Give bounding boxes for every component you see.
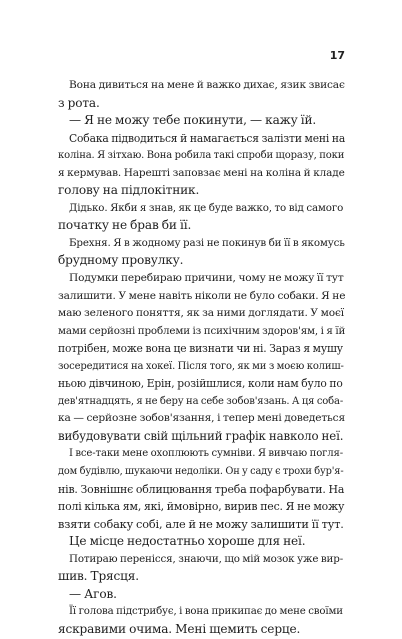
text-line: шив. Трясця. [58, 569, 139, 584]
body-text [58, 77, 345, 639]
text-line: ка — серйозне зобов'язання, і тепер мені доведеться [58, 412, 345, 425]
text-line: маю зеленого поняття, як за ними доглядати. У моєї [58, 307, 344, 320]
text-line: початку не брав би її. [58, 218, 192, 233]
text-line: полі кілька ям, які, ймовірно, вирив пес. Я не можу [58, 500, 345, 514]
text-line: дом будівлю, шукаючи недоліки. Он у саду є трохи бур'я- [58, 466, 344, 478]
text-line: з рота. [58, 95, 100, 110]
text-line: — Я не можу тебе покинути, — кажу їй. [69, 113, 317, 128]
page-number: 17 [329, 49, 345, 62]
text-line: Це місце недостатньо хороше для неї. [69, 534, 306, 549]
text-line: нів. Зовнішнє облицювання треба пофарбувати. На [58, 482, 345, 496]
text-line: Вона дивиться на мене й важко дихає, язик звисає [69, 79, 345, 91]
text-line: потрібен, може вона це визнати чи ні. Зараз я мушу [58, 342, 343, 356]
text-line: коліна. Я зітхаю. Вона робила такі спроби щоразу, поки [58, 150, 345, 162]
text-line: І все-таки мене охоплюють сумніви. Я вивчаю погля- [69, 448, 343, 460]
text-line: Дідько. Якби я знав, як це буде важко, то від самого [69, 201, 344, 214]
text-line: залишити. У мене навіть ніколи не було собаки. Я не [58, 289, 346, 302]
text-line: Подумки перебираю причини, чому не можу її тут [69, 272, 344, 285]
text-line: — Агов. [69, 586, 117, 601]
text-line: мами серйозні проблеми із психічним здоров'ям, і я їй [58, 324, 346, 337]
text-line: Собака підводиться й намагається залізти мені на [69, 131, 346, 145]
text-line: я кермував. Нарешті заповзає мені на коліна й кладе [58, 166, 345, 179]
text-line: взяти собаку собі, але й не можу залишити її тут. [58, 517, 344, 531]
text-line: Брехня. Я в жодному разі не покинув би її в якомусь [69, 236, 345, 249]
text-line: Її голова підстрибує, і вона прикипає до мене своїми [69, 606, 343, 618]
text-line: голову на підлокітник. [58, 183, 200, 198]
text-line: Потираю перенісся, знаючи, що мій мозок уже вир- [69, 552, 344, 565]
text-line: ньою дівчиною, Ерін, розійшлися, коли нам було по [58, 377, 343, 391]
text-line: брудному провулку. [58, 253, 184, 268]
text-line: вибудовувати свій щільний графік навколо неї. [58, 428, 344, 443]
text-line: яскравими очима. Мені щемить серце. [58, 621, 301, 636]
text-line: дев'ятнадцять, я не беру на себе зобов'язань. А ця соба- [58, 395, 344, 407]
text-line: зосередитися на хокеї. Після того, як ми з моєю колиш- [58, 360, 344, 372]
